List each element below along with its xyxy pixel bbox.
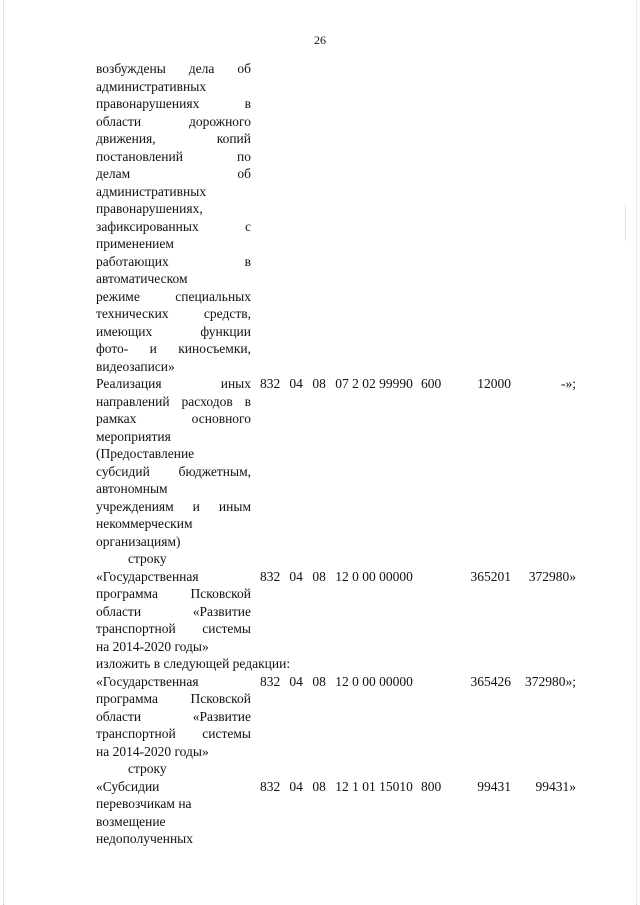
text-line: Реализация иных [96,376,251,391]
text-line: имеющих функции [96,323,251,339]
text-line: видеозаписи» [96,358,175,374]
text-line: области дорожного [96,113,251,129]
code-subsection: 08 [312,673,326,689]
amount-1: 365426 [470,673,511,689]
text-line: зафиксированных с [96,218,251,234]
table-row [96,673,621,761]
text-line: организациям) [96,533,181,549]
text-line: движения, копий [96,131,251,146]
text-line: автоматическом [96,271,188,286]
code-section: 04 [289,778,303,794]
text-line: административных [96,183,207,199]
scan-border-left [3,0,5,905]
text-line: делам об [96,166,251,181]
table-row [96,778,621,848]
amount-2: 372980» [528,568,576,584]
instruction-line: строку [128,551,167,566]
row-description [96,568,251,656]
text-line: программа Псковской [96,586,251,601]
text-line: фото- и киносъемки, [96,341,251,356]
code-expense-type: 600 [421,376,442,391]
text-line: правонарушениях, [96,201,203,216]
row-description [96,673,251,761]
text-line: перевозчикам на [96,796,192,811]
row-codes [251,778,421,796]
row-description [96,778,251,848]
text-line: возмещение [96,813,166,829]
code-subsection: 08 [312,778,326,794]
amount-1: 12000 [477,376,511,391]
row-description [96,375,251,550]
text-line: правонарушениях в [96,96,251,111]
text-line: постановлений по [96,148,251,164]
text-line: субсидий бюджетным, [96,463,251,479]
text-line: автономным [96,481,168,496]
code-expense-type: 800 [421,778,442,794]
text-line: (Предоставление [96,446,195,461]
code-section: 04 [289,673,303,689]
amount-1: 365201 [470,568,511,584]
code-target: 12 0 00 00000 [335,568,413,584]
text-line: рамках основного [96,411,251,426]
text-line: области «Развитие [96,603,251,619]
code-target: 12 1 01 15010 [335,778,413,794]
amount-2: 99431» [535,778,576,794]
table-row [96,375,621,550]
text-line: на 2014-2020 годы» [96,638,209,654]
text-line: административных [96,78,207,94]
margin-mark [625,205,632,241]
row-description [96,60,251,375]
text-line: «Субсидии [96,778,160,794]
instruction-line: изложить в следующей редакции: [96,656,291,671]
code-grbs: 832 [260,568,281,584]
code-section: 04 [289,568,303,584]
text-line: применением [96,236,174,251]
code-target: 12 0 00 00000 [335,673,413,689]
code-grbs: 832 [260,376,281,391]
text-line: работающих в [96,253,251,269]
text-line: «Государственная [96,673,199,689]
table-row [96,60,621,375]
code-grbs: 832 [260,673,281,689]
text-line: направлений расходов в [96,393,251,409]
instruction-line: строку [128,761,167,776]
code-subsection: 08 [312,376,326,391]
row-codes [251,375,421,393]
budget-table [96,60,621,848]
row-codes [251,568,421,586]
code-subsection: 08 [312,568,326,584]
text-line: некоммерческим [96,516,193,531]
amount-2: 372980»; [524,673,576,689]
text-line: области «Развитие [96,708,251,724]
code-target: 07 2 02 99990 [335,376,413,391]
text-line: транспортной системы [96,621,251,636]
amount-2: -»; [561,376,576,391]
table-row [96,568,621,656]
row-codes [251,673,421,691]
text-line: программа Псковской [96,691,251,706]
text-line: недополученных [96,831,193,846]
text-line: «Государственная [96,568,199,584]
text-line: режиме специальных [96,288,251,304]
scan-border-right [636,0,638,905]
page-number: 26 [314,33,326,47]
amount-1: 99431 [477,778,511,794]
code-grbs: 832 [260,778,281,794]
code-section: 04 [289,376,303,391]
text-line: мероприятия [96,428,171,444]
text-line: технических средств, [96,306,251,321]
text-line: на 2014-2020 годы» [96,743,209,759]
text-line: учреждениям и иным [96,498,251,514]
text-line: транспортной системы [96,726,251,741]
text-line: возбуждены дела об [96,61,251,76]
